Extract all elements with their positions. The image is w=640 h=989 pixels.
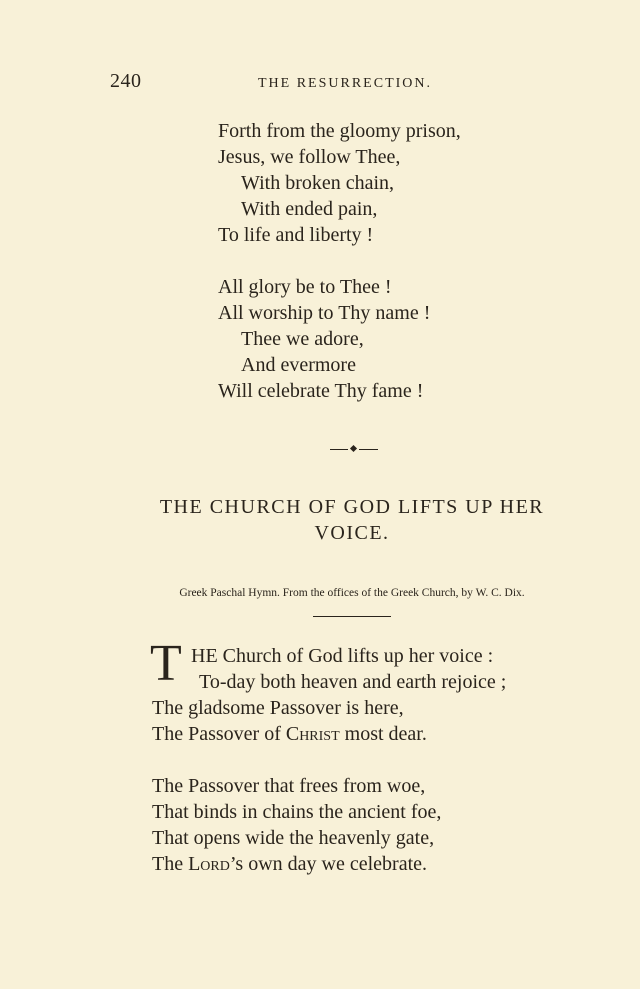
- page-number: 240: [110, 70, 142, 92]
- verse-line: To-day both heaven and earth rejoice ;: [199, 671, 507, 693]
- drop-cap: T: [150, 635, 182, 692]
- verse-line: Thee we adore,: [241, 328, 364, 350]
- verse-line: All worship to Thy name !: [218, 302, 431, 324]
- verse-line: With broken chain,: [241, 172, 395, 194]
- running-title: THE RESURRECTION.: [258, 76, 432, 91]
- verse-line: The Lord’s own day we celebrate.: [152, 853, 428, 875]
- verse-line: Forth from the gloomy prison,: [218, 120, 461, 142]
- verse-line: The Passover that frees from woe,: [152, 775, 426, 797]
- hymn-source-note: Greek Paschal Hymn. From the offices of the Greek Church, by W. C. Dix.: [179, 587, 525, 599]
- hymn-title: THE CHURCH OF GOD LIFTS UP HER: [159, 496, 545, 518]
- section-ornament: [330, 444, 378, 454]
- verse-line: Jesus, we follow Thee,: [218, 146, 401, 168]
- verse-line: HE Church of God lifts up her voice :: [191, 645, 494, 667]
- verse-line: The gladsome Passover is here,: [152, 697, 404, 719]
- verse-line: That binds in chains the ancient foe,: [152, 801, 442, 823]
- verse-line: And evermore: [241, 354, 356, 376]
- verse-line: To life and liberty !: [218, 224, 374, 246]
- verse-line: Will celebrate Thy fame !: [218, 380, 424, 402]
- verse-line: With ended pain,: [241, 198, 378, 220]
- verse-line: That opens wide the heavenly gate,: [152, 827, 435, 849]
- hymn-title-continued: VOICE.: [314, 522, 390, 544]
- verse-line: All glory be to Thee !: [218, 276, 392, 298]
- verse-line: The Passover of Christ most dear.: [152, 723, 427, 745]
- small-caps-word: Christ: [285, 723, 340, 745]
- divider-rule: [313, 616, 391, 617]
- small-caps-word: Lord: [188, 853, 230, 875]
